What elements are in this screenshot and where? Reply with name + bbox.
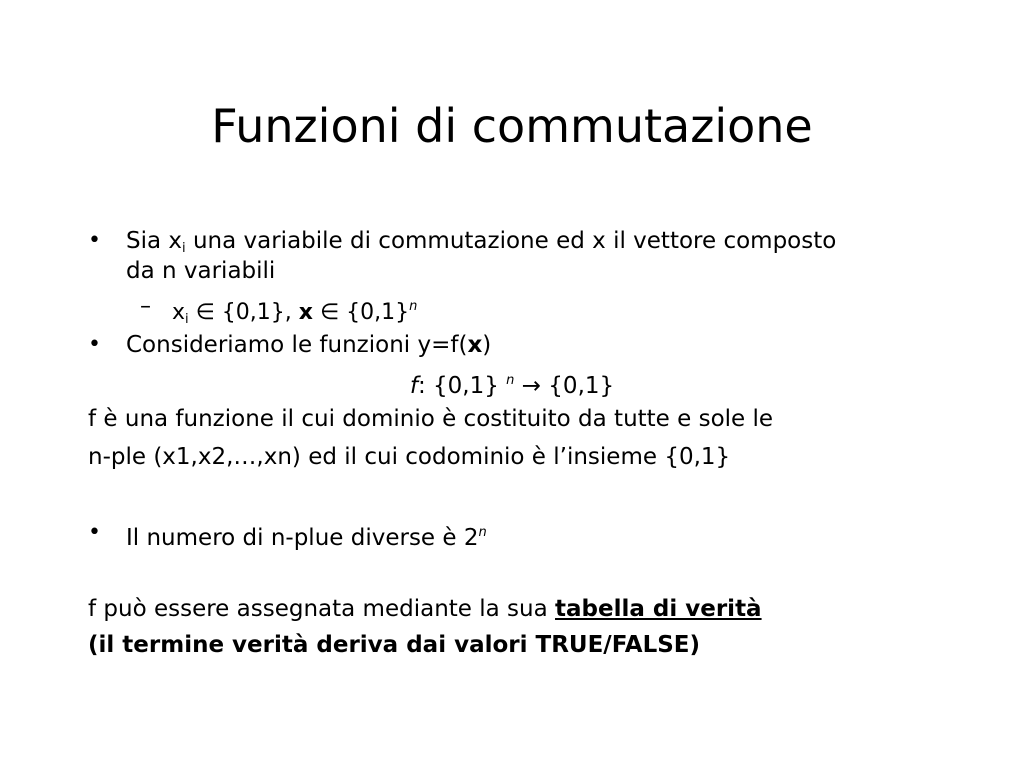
sub-in-1: ∈ {0,1}, bbox=[188, 300, 299, 325]
paragraph-line-2: n-ple (x1,x2,…,xn) ed il cui codominio è l’insieme {0,1} bbox=[88, 444, 731, 470]
sub-bullet-1 bbox=[172, 292, 417, 335]
sub-bold-x: x bbox=[298, 300, 313, 325]
bullet-marker: • bbox=[88, 228, 101, 253]
bullet-2-post: ) bbox=[482, 332, 492, 358]
bullet-2-bold-x: x bbox=[467, 332, 483, 358]
superscript-n: n bbox=[409, 299, 418, 314]
superscript-n: n bbox=[478, 525, 487, 540]
slide-title: Funzioni di commutazione bbox=[211, 99, 813, 153]
bullet-2 bbox=[126, 330, 491, 360]
bullet-1-pre: Sia x bbox=[126, 228, 183, 254]
sub-x: x bbox=[172, 300, 186, 325]
bullet-2-pre: Consideriamo le funzioni y=f( bbox=[126, 332, 468, 358]
subscript-i: i bbox=[182, 241, 186, 256]
map-f: f bbox=[409, 373, 418, 399]
bullet-3-pre: Il numero di n-plue diverse è 2 bbox=[126, 525, 479, 551]
subscript-i: i bbox=[185, 312, 189, 327]
paragraph-line-3 bbox=[88, 594, 762, 624]
function-mapping bbox=[0, 366, 1024, 401]
bullet-3 bbox=[126, 518, 487, 553]
bullet-marker: • bbox=[88, 520, 101, 545]
map-mid: : {0,1} bbox=[417, 373, 507, 399]
p3-pre: f può essere assegnata mediante la sua bbox=[88, 596, 556, 622]
sub-in-2: ∈ {0,1} bbox=[312, 300, 410, 325]
bullet-1-line-2: da n variabili bbox=[126, 258, 276, 284]
sub-bullet-dash: – bbox=[140, 294, 151, 319]
paragraph-line-1: f è una funzione il cui dominio è costituito da tutte e sole le bbox=[88, 406, 774, 432]
truth-table-term: tabella di verità bbox=[555, 596, 762, 622]
map-post: → {0,1} bbox=[514, 373, 615, 399]
superscript-n: n bbox=[506, 373, 515, 388]
bullet-marker: • bbox=[88, 332, 101, 357]
paragraph-line-4: (il termine verità deriva dai valori TRUE/FALSE) bbox=[88, 632, 701, 658]
bullet-1-post: una variabile di commutazione ed x il vettore composto bbox=[185, 228, 837, 254]
